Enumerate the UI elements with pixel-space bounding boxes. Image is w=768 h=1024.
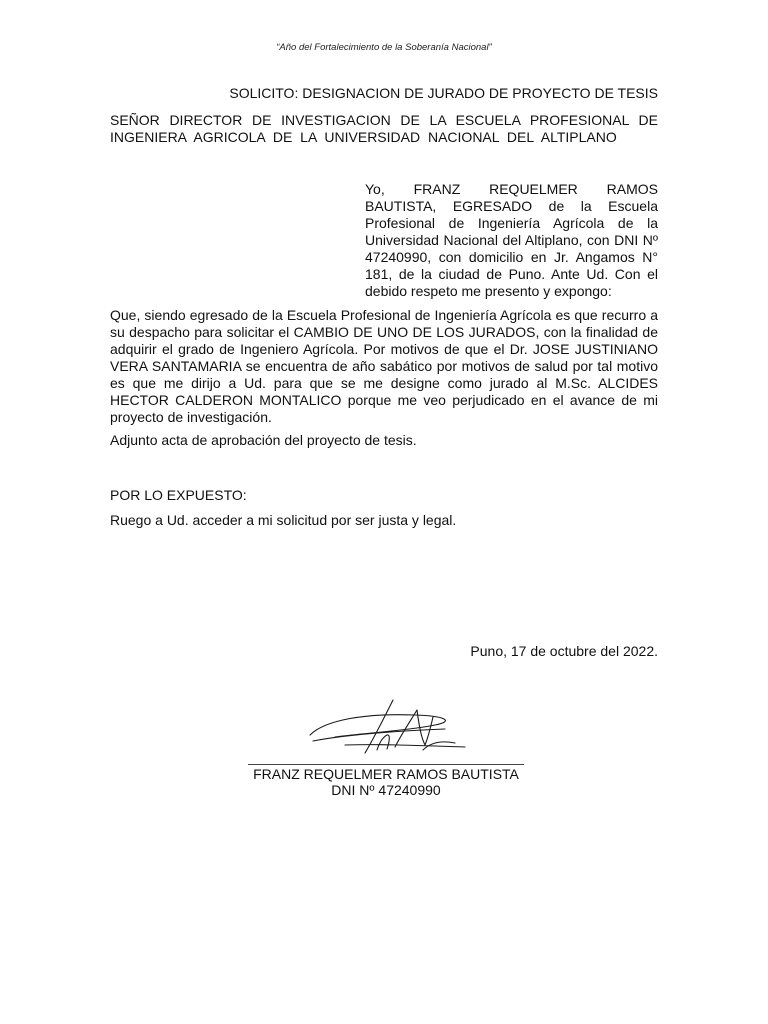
addressee-line-2: INGENIERA AGRICOLA DE LA UNIVERSIDAD NACIONAL DEL ALTIPLANO	[110, 129, 617, 145]
signatory-name: FRANZ REQUELMER RAMOS BAUTISTA	[253, 766, 519, 782]
signatory-dni: DNI Nº 47240990	[331, 782, 441, 798]
subject-line: SOLICITO: DESIGNACION DE JURADO DE PROYECTO DE TESIS	[229, 85, 658, 101]
addressee-line-1: SEÑOR DIRECTOR DE INVESTIGACION DE LA ESCUELA PROFESIONAL DE	[110, 112, 658, 128]
handwritten-signature	[305, 695, 475, 765]
por-lo-expuesto: POR LO EXPUESTO:	[110, 487, 247, 503]
addressee-block	[110, 112, 658, 146]
attachment-note: Adjunto acta de aprobación del proyecto de tesis.	[110, 432, 417, 448]
year-motto: “Año del Fortalecimiento de la Soberanía Nacional”	[276, 42, 492, 53]
signature-line	[248, 764, 524, 765]
date-line: Puno, 17 de octubre del 2022.	[470, 643, 658, 659]
closing-request: Ruego a Ud. acceder a mi solicitud por ser justa y legal.	[110, 512, 457, 528]
request-body: Que, siendo egresado de la Escuela Profesional de Ingeniería Agrícola es que recurro a su despacho para solicitar el CAMBIO DE UNO DE LOS JURADOS, con la finalidad de adquirir el grado de Ingeniero Agrícola. Por motivos de que el Dr. JOSE JUSTINIANO VERA SANTAMARIA se encuentra de año sabático por motivos de salud por tal motivo es que me dirijo a Ud. para que se me designe como jurado al M.Sc. ALCIDES HECTOR CALDERON MONTALICO porque me veo perjudicado en el avance de mi proyecto de investigación.	[110, 307, 658, 425]
applicant-intro: Yo, FRANZ REQUELMER RAMOS BAUTISTA, EGRESADO de la Escuela Profesional de Ingeniería Agrícola de la Universidad Nacional del Altiplano, con DNI Nº 47240990, con domicilio en Jr. Angamos N° 181, de la ciudad de Puno. Ante Ud. Con el debido respeto me presento y expongo:	[365, 181, 658, 299]
